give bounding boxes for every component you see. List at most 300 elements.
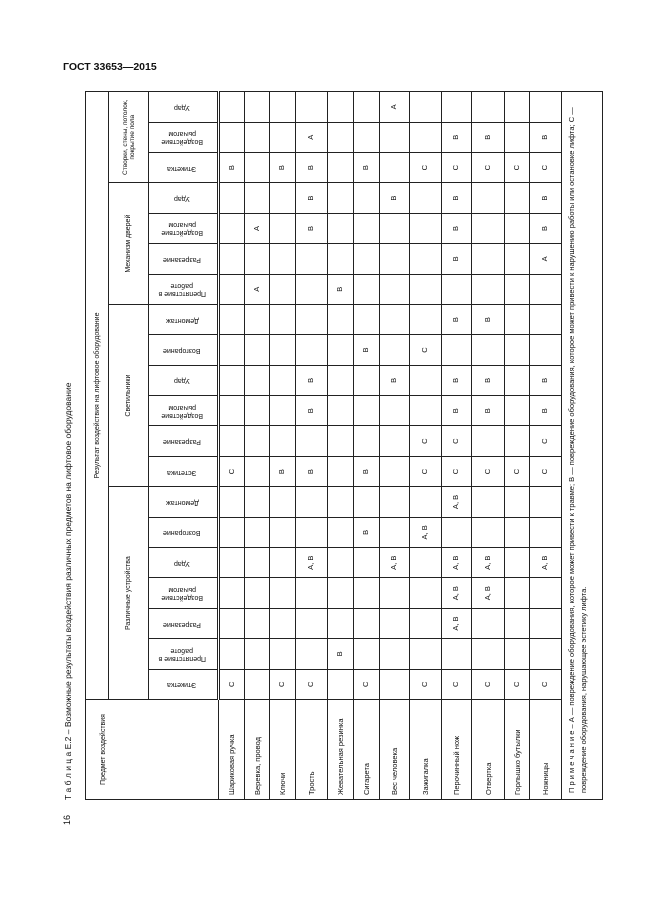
result-cell bbox=[328, 578, 354, 608]
result-cell bbox=[270, 335, 296, 365]
result-cell: B bbox=[219, 152, 245, 182]
result-cell: B bbox=[380, 183, 410, 213]
result-cell bbox=[354, 274, 380, 304]
column-header bbox=[149, 122, 219, 152]
result-cell: C bbox=[530, 152, 562, 182]
column-header-label: Разрезание bbox=[163, 620, 201, 628]
column-header-label: Воздействие рычагом bbox=[161, 586, 203, 602]
result-cell bbox=[270, 578, 296, 608]
result-cell bbox=[245, 517, 270, 547]
column-header-label: Разрезание bbox=[163, 255, 201, 263]
column-header bbox=[149, 304, 219, 334]
result-cell bbox=[219, 122, 245, 152]
result-cell bbox=[472, 213, 505, 243]
result-cell: B bbox=[354, 517, 380, 547]
result-cell bbox=[296, 335, 328, 365]
column-header bbox=[149, 213, 219, 243]
result-cell bbox=[245, 244, 270, 274]
result-cell bbox=[219, 487, 245, 517]
table-row bbox=[442, 92, 472, 800]
result-cell bbox=[354, 122, 380, 152]
result-cell bbox=[270, 244, 296, 274]
result-cell bbox=[296, 578, 328, 608]
result-cell bbox=[380, 426, 410, 456]
column-header-label: Воздействие рычагом bbox=[161, 221, 203, 237]
result-cell bbox=[219, 183, 245, 213]
result-cell: B bbox=[380, 365, 410, 395]
group-header: Механизм дверей bbox=[109, 183, 149, 305]
result-cell bbox=[219, 304, 245, 334]
result-cell: B bbox=[296, 396, 328, 426]
result-cell bbox=[328, 304, 354, 334]
column-header-label: Удар bbox=[174, 377, 190, 385]
result-cell bbox=[245, 426, 270, 456]
result-cell: B bbox=[472, 365, 505, 395]
result-cell bbox=[530, 335, 562, 365]
result-cell bbox=[270, 426, 296, 456]
subject-item: Сигарета bbox=[354, 700, 380, 800]
result-cell bbox=[410, 396, 442, 426]
result-cell: A bbox=[380, 92, 410, 123]
result-cell: B bbox=[472, 122, 505, 152]
result-cell bbox=[410, 274, 442, 304]
result-cell bbox=[219, 244, 245, 274]
result-cell bbox=[219, 517, 245, 547]
result-cell bbox=[505, 92, 530, 123]
result-cell bbox=[270, 92, 296, 123]
column-header bbox=[149, 517, 219, 547]
table-row bbox=[296, 92, 328, 800]
result-cell bbox=[219, 365, 245, 395]
result-cell bbox=[328, 426, 354, 456]
result-cell: A, B bbox=[442, 548, 472, 578]
result-cell bbox=[505, 578, 530, 608]
result-cell: C bbox=[410, 426, 442, 456]
result-cell bbox=[410, 244, 442, 274]
result-cell bbox=[505, 608, 530, 638]
result-cell: A bbox=[245, 274, 270, 304]
result-cell: B bbox=[354, 335, 380, 365]
result-cell bbox=[380, 213, 410, 243]
result-cell bbox=[296, 426, 328, 456]
column-header-label: Демонтаж bbox=[165, 498, 199, 506]
result-cell bbox=[530, 487, 562, 517]
result-cell bbox=[380, 608, 410, 638]
result-cell bbox=[505, 244, 530, 274]
result-cell bbox=[410, 92, 442, 123]
result-cell bbox=[442, 274, 472, 304]
result-cell: A, B bbox=[442, 578, 472, 608]
column-header bbox=[149, 92, 219, 123]
result-cell bbox=[505, 122, 530, 152]
result-cell bbox=[354, 426, 380, 456]
result-cell bbox=[505, 335, 530, 365]
result-cell bbox=[505, 487, 530, 517]
result-cell bbox=[472, 608, 505, 638]
result-cell: C bbox=[442, 669, 472, 699]
result-cell: A, B bbox=[410, 517, 442, 547]
result-cell bbox=[354, 244, 380, 274]
result-cell bbox=[245, 396, 270, 426]
column-header-label: Воздействие рычагом bbox=[161, 130, 203, 146]
subject-item: Горлышко бутылки bbox=[505, 700, 530, 800]
subject-item: Вес человека bbox=[380, 700, 410, 800]
result-cell bbox=[328, 456, 354, 486]
column-header-label: Препятствие в работе bbox=[158, 282, 206, 298]
result-cell: C bbox=[410, 456, 442, 486]
result-cell bbox=[270, 213, 296, 243]
result-cell: B bbox=[296, 152, 328, 182]
result-cell bbox=[245, 92, 270, 123]
result-cell bbox=[505, 304, 530, 334]
result-cell: C bbox=[530, 426, 562, 456]
result-cell bbox=[328, 213, 354, 243]
result-cell bbox=[245, 456, 270, 486]
result-cell bbox=[442, 517, 472, 547]
result-cell bbox=[296, 274, 328, 304]
result-cell bbox=[219, 608, 245, 638]
column-header bbox=[149, 456, 219, 486]
column-header bbox=[149, 608, 219, 638]
result-cell bbox=[380, 274, 410, 304]
result-cell: A, B bbox=[380, 548, 410, 578]
result-cell bbox=[328, 335, 354, 365]
result-cell bbox=[354, 365, 380, 395]
result-cell bbox=[472, 335, 505, 365]
column-header bbox=[149, 487, 219, 517]
result-cell: B bbox=[442, 244, 472, 274]
result-cell bbox=[380, 517, 410, 547]
result-cell bbox=[410, 122, 442, 152]
result-cell bbox=[270, 548, 296, 578]
result-cell bbox=[328, 548, 354, 578]
result-cell: B bbox=[328, 639, 354, 669]
result-cell bbox=[410, 213, 442, 243]
result-cell bbox=[472, 487, 505, 517]
result-cell: A, B bbox=[472, 548, 505, 578]
result-cell bbox=[328, 183, 354, 213]
result-cell: B bbox=[270, 456, 296, 486]
result-cell: C bbox=[472, 152, 505, 182]
result-cell bbox=[245, 608, 270, 638]
result-cell bbox=[442, 335, 472, 365]
result-cell bbox=[245, 183, 270, 213]
result-cell bbox=[219, 639, 245, 669]
result-cell: B bbox=[296, 213, 328, 243]
table-row bbox=[245, 92, 270, 800]
column-header bbox=[149, 244, 219, 274]
result-cell bbox=[219, 578, 245, 608]
result-cell bbox=[354, 487, 380, 517]
table-row bbox=[530, 92, 562, 800]
result-cell bbox=[270, 183, 296, 213]
result-cell bbox=[410, 639, 442, 669]
result-cell: B bbox=[442, 213, 472, 243]
result-cell bbox=[219, 92, 245, 123]
result-cell: C bbox=[472, 669, 505, 699]
result-cell bbox=[505, 274, 530, 304]
result-cell bbox=[328, 152, 354, 182]
result-cell bbox=[442, 639, 472, 669]
result-cell: C bbox=[505, 152, 530, 182]
result-cell bbox=[530, 304, 562, 334]
column-header bbox=[149, 669, 219, 699]
column-header-label: Эстетика bbox=[167, 468, 197, 476]
table-row bbox=[219, 92, 245, 800]
result-cell bbox=[296, 517, 328, 547]
table-row bbox=[472, 92, 505, 800]
result-cell: B bbox=[442, 183, 472, 213]
result-cell bbox=[328, 396, 354, 426]
result-cell bbox=[505, 396, 530, 426]
result-cell: B bbox=[354, 456, 380, 486]
column-header-label: Этикетка bbox=[167, 164, 197, 172]
result-cell: C bbox=[505, 669, 530, 699]
result-cell bbox=[270, 122, 296, 152]
subject-item: Перочинный нож bbox=[442, 700, 472, 800]
subject-item: Шариковая ручка bbox=[219, 700, 245, 800]
group-header: Различные устройства bbox=[109, 487, 149, 700]
result-cell: B bbox=[530, 213, 562, 243]
column-header-label: Воздействие рычагом bbox=[161, 403, 203, 419]
result-cell bbox=[530, 92, 562, 123]
result-cell bbox=[270, 396, 296, 426]
document-code: ГОСТ 33653—2015 bbox=[63, 61, 157, 73]
result-cell bbox=[245, 304, 270, 334]
subject-item: Отвертка bbox=[472, 700, 505, 800]
column-header bbox=[149, 578, 219, 608]
column-header bbox=[149, 183, 219, 213]
result-cell bbox=[505, 183, 530, 213]
result-cell bbox=[354, 92, 380, 123]
result-cell: B bbox=[296, 456, 328, 486]
result-cell bbox=[270, 304, 296, 334]
result-cell bbox=[328, 669, 354, 699]
result-cell bbox=[354, 213, 380, 243]
table-row bbox=[270, 92, 296, 800]
column-header-label: Демонтаж bbox=[165, 316, 199, 324]
result-cell: B bbox=[296, 365, 328, 395]
result-cell bbox=[472, 517, 505, 547]
result-cell bbox=[219, 396, 245, 426]
result-cell: B bbox=[354, 152, 380, 182]
result-cell: A bbox=[530, 244, 562, 274]
result-cell: C bbox=[410, 669, 442, 699]
result-cell bbox=[505, 365, 530, 395]
result-cell bbox=[380, 396, 410, 426]
result-cell bbox=[530, 578, 562, 608]
column-header bbox=[149, 548, 219, 578]
result-cell bbox=[472, 92, 505, 123]
result-cell bbox=[380, 578, 410, 608]
result-cell bbox=[380, 487, 410, 517]
column-header bbox=[149, 152, 219, 182]
subject-item: Жевательная резинка bbox=[328, 700, 354, 800]
result-cell: B bbox=[530, 365, 562, 395]
result-cell bbox=[354, 304, 380, 334]
result-cell bbox=[380, 335, 410, 365]
result-cell bbox=[410, 183, 442, 213]
result-cell bbox=[296, 244, 328, 274]
result-cell bbox=[505, 426, 530, 456]
result-cell bbox=[472, 426, 505, 456]
result-cell bbox=[328, 122, 354, 152]
result-cell: B bbox=[530, 396, 562, 426]
subject-item: Ножницы bbox=[530, 700, 562, 800]
result-cell bbox=[270, 365, 296, 395]
result-cell bbox=[354, 396, 380, 426]
result-cell: C bbox=[505, 456, 530, 486]
result-cell bbox=[296, 639, 328, 669]
column-header-label: Удар bbox=[174, 195, 190, 203]
result-cell bbox=[380, 244, 410, 274]
result-cell bbox=[219, 426, 245, 456]
result-cell bbox=[270, 639, 296, 669]
result-cell: A, B bbox=[296, 548, 328, 578]
result-cell bbox=[219, 274, 245, 304]
result-cell: A, B bbox=[442, 608, 472, 638]
result-cell: B bbox=[270, 152, 296, 182]
column-header bbox=[149, 365, 219, 395]
result-cell bbox=[410, 365, 442, 395]
column-header-label: Возгорание bbox=[163, 529, 201, 537]
result-cell bbox=[219, 548, 245, 578]
column-header bbox=[149, 274, 219, 304]
result-cell bbox=[328, 608, 354, 638]
result-cell: B bbox=[530, 183, 562, 213]
column-header-label: Препятствие в работе bbox=[158, 646, 206, 662]
result-cell: B bbox=[328, 274, 354, 304]
result-cell bbox=[219, 335, 245, 365]
column-header bbox=[149, 426, 219, 456]
impact-results-table bbox=[85, 91, 603, 800]
result-cell bbox=[296, 304, 328, 334]
result-cell: B bbox=[530, 122, 562, 152]
result-cell: B bbox=[296, 183, 328, 213]
table-row bbox=[505, 92, 530, 800]
result-cell bbox=[219, 213, 245, 243]
result-cell: B bbox=[442, 122, 472, 152]
result-cell bbox=[442, 92, 472, 123]
subject-item: Зажигалка bbox=[410, 700, 442, 800]
result-cell bbox=[328, 92, 354, 123]
result-cell bbox=[270, 517, 296, 547]
result-cell bbox=[270, 274, 296, 304]
result-cell bbox=[328, 365, 354, 395]
result-cell bbox=[472, 639, 505, 669]
result-cell bbox=[472, 274, 505, 304]
table-note: П р и м е ч а н и е – А — повреждение оборудования, которое может привести к травме; В — повреждение оборудования, которое может привести к нарушению работы или остановке лифта; С — повреждение оборудования, нарушающее эстетику лифта. bbox=[562, 92, 603, 800]
result-cell bbox=[245, 122, 270, 152]
result-cell: C bbox=[354, 669, 380, 699]
table-row bbox=[328, 92, 354, 800]
column-header-label: Возгорание bbox=[163, 347, 201, 355]
result-cell: C bbox=[530, 456, 562, 486]
column-header-label: Удар bbox=[174, 559, 190, 567]
group-header: Створки, стены, потолок, покрытие пола bbox=[109, 92, 149, 183]
result-cell bbox=[296, 608, 328, 638]
result-cell bbox=[270, 608, 296, 638]
result-cell bbox=[380, 304, 410, 334]
result-cell bbox=[410, 487, 442, 517]
result-cell bbox=[380, 456, 410, 486]
result-cell: B bbox=[442, 396, 472, 426]
result-cell bbox=[410, 304, 442, 334]
result-cell bbox=[245, 335, 270, 365]
subject-item: Ключи bbox=[270, 700, 296, 800]
result-cell bbox=[530, 517, 562, 547]
result-cell: C bbox=[219, 669, 245, 699]
result-cell: B bbox=[472, 304, 505, 334]
result-cell bbox=[410, 608, 442, 638]
table-row bbox=[410, 92, 442, 800]
result-cell: C bbox=[472, 456, 505, 486]
result-cell: B bbox=[472, 396, 505, 426]
result-cell bbox=[472, 183, 505, 213]
column-header bbox=[149, 335, 219, 365]
result-cell bbox=[410, 578, 442, 608]
column-header-label: Разрезание bbox=[163, 438, 201, 446]
result-cell: A bbox=[245, 213, 270, 243]
subject-item: Трость bbox=[296, 700, 328, 800]
result-cell bbox=[245, 548, 270, 578]
table-row bbox=[354, 92, 380, 800]
result-cell: C bbox=[530, 669, 562, 699]
result-cell bbox=[245, 487, 270, 517]
result-cell bbox=[245, 669, 270, 699]
result-cell bbox=[410, 548, 442, 578]
result-cell: C bbox=[296, 669, 328, 699]
result-cell bbox=[245, 152, 270, 182]
result-cell bbox=[354, 183, 380, 213]
result-cell bbox=[472, 244, 505, 274]
result-cell bbox=[380, 152, 410, 182]
result-cell bbox=[505, 213, 530, 243]
result-cell bbox=[245, 365, 270, 395]
result-cell bbox=[530, 639, 562, 669]
result-cell bbox=[354, 578, 380, 608]
result-cell bbox=[245, 639, 270, 669]
table-row bbox=[380, 92, 410, 800]
result-cell bbox=[328, 517, 354, 547]
rotated-table-block bbox=[60, 92, 600, 800]
result-cell bbox=[245, 578, 270, 608]
result-cell: C bbox=[442, 152, 472, 182]
table-caption: Т а б л и ц а Е.2 – Возможные результаты воздействия различных предметов на лифтовое оборудование bbox=[63, 382, 73, 800]
result-cell: A, B bbox=[530, 548, 562, 578]
result-cell bbox=[354, 608, 380, 638]
result-cell bbox=[530, 274, 562, 304]
column-header bbox=[149, 639, 219, 669]
result-cell bbox=[354, 548, 380, 578]
group-header: Светильники bbox=[109, 304, 149, 486]
result-cell: C bbox=[219, 456, 245, 486]
result-cell: C bbox=[442, 426, 472, 456]
result-header: Результат воздействия на лифтовое оборудование bbox=[86, 92, 109, 700]
result-cell: B bbox=[442, 365, 472, 395]
page-number: 16 bbox=[62, 814, 73, 826]
result-cell bbox=[530, 608, 562, 638]
result-cell bbox=[328, 244, 354, 274]
result-cell bbox=[380, 639, 410, 669]
result-cell bbox=[505, 548, 530, 578]
result-cell bbox=[380, 122, 410, 152]
result-cell bbox=[328, 487, 354, 517]
result-cell bbox=[505, 639, 530, 669]
result-cell: B bbox=[442, 304, 472, 334]
subject-header: Предмет воздействия bbox=[86, 700, 219, 800]
result-cell: A, B bbox=[472, 578, 505, 608]
